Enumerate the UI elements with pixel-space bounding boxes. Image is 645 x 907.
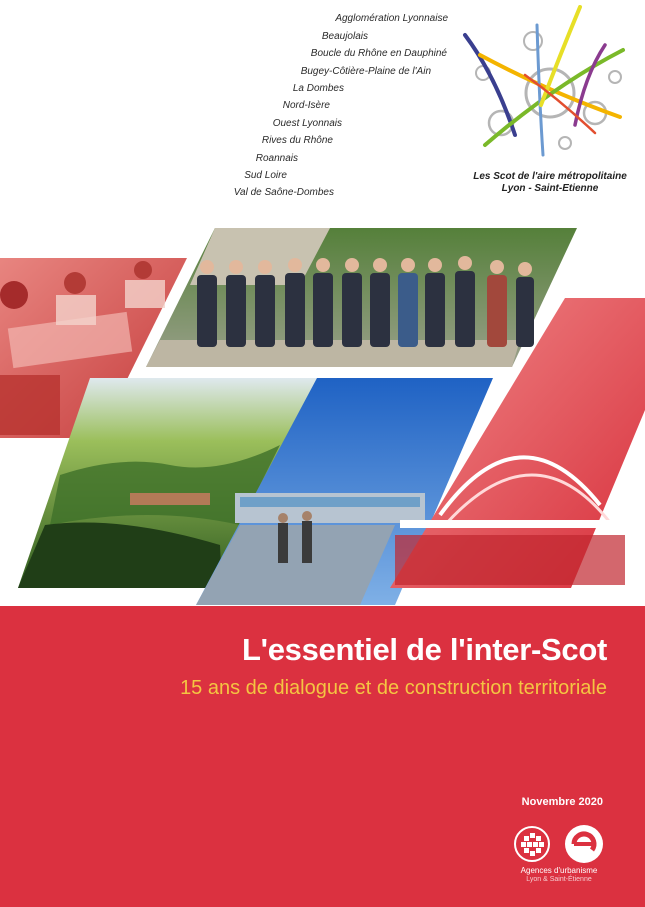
cover-title: L'essentiel de l'inter-Scot: [242, 632, 607, 667]
territory-item: Nord-Isère: [282, 100, 330, 111]
cover-subtitle: 15 ans de dialogue et de construction territoriale: [180, 677, 607, 699]
scot-network-logo-icon: [455, 5, 645, 165]
logo-caption: [445, 171, 645, 195]
logo-caption-line1: Les Scot de l'aire métropolitaine: [473, 171, 627, 182]
territory-item: Agglomération Lyonnaise: [335, 13, 448, 24]
territory-item: Roannais: [255, 153, 298, 164]
territory-item: Val de Saône-Dombes: [233, 187, 334, 198]
group-officials-photo-icon: [146, 228, 577, 367]
territory-item: Ouest Lyonnais: [272, 118, 342, 129]
territory-item: Sud Loire: [244, 170, 287, 181]
territory-item: Bugey-Côtière-Plaine de l'Ain: [300, 66, 431, 77]
photo-collage: [0, 225, 645, 610]
territory-item: Boucle du Rhône en Dauphiné: [310, 48, 447, 59]
territory-item: Rives du Rhône: [261, 135, 333, 146]
agency-line1: Agences d'urbanisme: [520, 866, 598, 875]
agency-line2: Lyon & Saint-Étienne: [526, 876, 592, 883]
agency-name: [504, 866, 614, 884]
territory-item: La Dombes: [292, 83, 344, 94]
territory-item: Beaujolais: [321, 31, 368, 42]
logo-caption-line2: Lyon - Saint-Etienne: [501, 183, 599, 194]
publication-date: Novembre 2020: [521, 796, 603, 808]
